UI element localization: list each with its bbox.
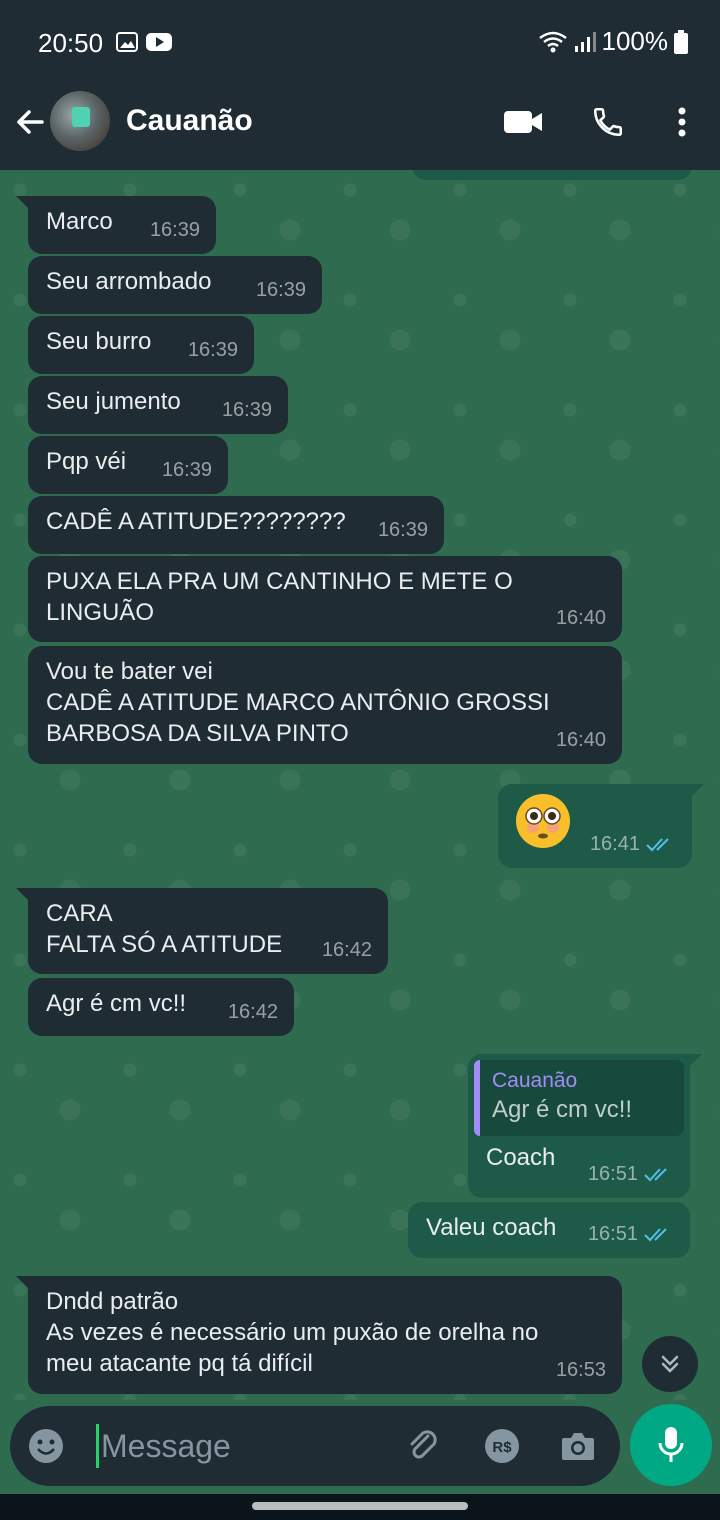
message-text: Seu arrombado bbox=[46, 268, 212, 295]
avatar[interactable] bbox=[50, 91, 110, 151]
message-input[interactable] bbox=[96, 1424, 396, 1468]
message-bubble[interactable] bbox=[28, 196, 216, 254]
message-time: 16:42 bbox=[321, 939, 372, 961]
home-gesture-handle[interactable] bbox=[252, 1502, 468, 1510]
paperclip-icon bbox=[406, 1428, 442, 1464]
message-time: 16:40 bbox=[555, 607, 606, 629]
svg-text:R$: R$ bbox=[492, 1439, 512, 1456]
message-bubble[interactable] bbox=[28, 978, 294, 1036]
video-camera-icon bbox=[504, 109, 544, 135]
message-bubble[interactable] bbox=[28, 316, 254, 374]
wifi-icon bbox=[538, 30, 568, 54]
message-text: CARA FALTA SÓ A ATITUDE bbox=[46, 900, 283, 958]
message-text: Seu jumento bbox=[46, 388, 181, 415]
quoted-author: Cauanão bbox=[492, 1069, 578, 1092]
message-bubble[interactable] bbox=[28, 496, 444, 554]
message-time: 16:53 bbox=[555, 1359, 606, 1381]
gallery-notification-icon bbox=[116, 32, 138, 52]
status-time: 20:50 bbox=[38, 28, 104, 58]
message-text: Marco bbox=[46, 208, 113, 235]
flushed-face-emoji bbox=[516, 794, 570, 848]
message-text: Vou te bater vei CADÊ A ATITUDE MARCO ANTÔNIO GROSSI BARBOSA DA SILVA PINTO bbox=[46, 658, 550, 747]
message-bubble[interactable] bbox=[28, 1276, 622, 1394]
signal-icon bbox=[574, 31, 596, 53]
message-time: 16:39 bbox=[255, 279, 306, 301]
message-time: 16:51 bbox=[587, 1163, 638, 1185]
microphone-icon bbox=[656, 1425, 686, 1465]
message-time: 16:51 bbox=[587, 1223, 638, 1245]
camera-icon bbox=[560, 1430, 596, 1462]
youtube-notification-icon bbox=[146, 32, 172, 52]
currency-real-icon bbox=[484, 1428, 520, 1464]
message-time: 16:39 bbox=[161, 459, 212, 481]
read-receipt-icon bbox=[644, 1226, 674, 1244]
more-options-button[interactable] bbox=[660, 102, 704, 142]
message-bubble[interactable] bbox=[498, 784, 692, 868]
message-time: 16:39 bbox=[149, 219, 200, 241]
voice-message-button[interactable] bbox=[630, 1404, 712, 1486]
message-bubble[interactable] bbox=[28, 376, 288, 434]
message-list[interactable] bbox=[0, 170, 720, 1400]
double-chevron-down-icon bbox=[658, 1352, 682, 1376]
message-bubble[interactable] bbox=[28, 256, 322, 314]
voice-call-button[interactable] bbox=[586, 102, 630, 142]
message-text: Dndd patrão As vezes é necessário um puxão de orelha no meu atacante pq tá difícil bbox=[46, 1288, 539, 1377]
kebab-menu-icon bbox=[677, 107, 687, 137]
message-bubble[interactable] bbox=[28, 556, 622, 642]
back-arrow-icon[interactable] bbox=[12, 104, 48, 140]
phone-icon bbox=[591, 105, 625, 139]
quoted-text: Agr é cm vc!! bbox=[492, 1096, 633, 1123]
message-text: Seu burro bbox=[46, 328, 152, 355]
message-text: CADÊ A ATITUDE???????? bbox=[46, 508, 346, 535]
message-text: PUXA ELA PRA UM CANTINHO E METE O LINGUÃO bbox=[46, 568, 513, 626]
battery-icon bbox=[674, 30, 688, 54]
payment-button[interactable] bbox=[482, 1426, 522, 1466]
contact-name[interactable]: Cauanão bbox=[126, 104, 253, 137]
system-nav-bar bbox=[0, 1494, 720, 1520]
attach-button[interactable] bbox=[404, 1426, 444, 1466]
scroll-to-bottom-button[interactable] bbox=[642, 1336, 698, 1392]
previous-message-stub bbox=[412, 170, 692, 180]
message-bubble[interactable] bbox=[28, 436, 228, 494]
message-time: 16:41 bbox=[589, 833, 640, 855]
message-text: Pqp véi bbox=[46, 448, 127, 475]
message-bubble[interactable] bbox=[28, 646, 622, 764]
message-bubble[interactable] bbox=[408, 1202, 690, 1258]
emoji-button[interactable] bbox=[26, 1426, 66, 1466]
message-text: Valeu coach bbox=[426, 1214, 557, 1241]
message-composer bbox=[10, 1406, 620, 1486]
battery-percent: 100% bbox=[601, 26, 668, 56]
status-bar bbox=[0, 0, 720, 86]
camera-button[interactable] bbox=[558, 1426, 598, 1466]
message-time: 16:42 bbox=[227, 1001, 278, 1023]
chat-header bbox=[0, 86, 720, 170]
message-time: 16:39 bbox=[187, 339, 238, 361]
message-time: 16:39 bbox=[377, 519, 428, 541]
message-time: 16:40 bbox=[555, 729, 606, 751]
video-call-button[interactable] bbox=[502, 102, 546, 142]
read-receipt-icon bbox=[644, 1166, 674, 1184]
message-bubble[interactable] bbox=[468, 1054, 690, 1198]
quoted-message[interactable] bbox=[474, 1060, 684, 1136]
message-bubble[interactable] bbox=[28, 888, 388, 974]
message-time: 16:39 bbox=[221, 399, 272, 421]
smiley-icon bbox=[27, 1427, 65, 1465]
read-receipt-icon bbox=[646, 836, 676, 854]
message-text: Agr é cm vc!! bbox=[46, 990, 187, 1017]
message-text: Coach bbox=[486, 1144, 556, 1171]
